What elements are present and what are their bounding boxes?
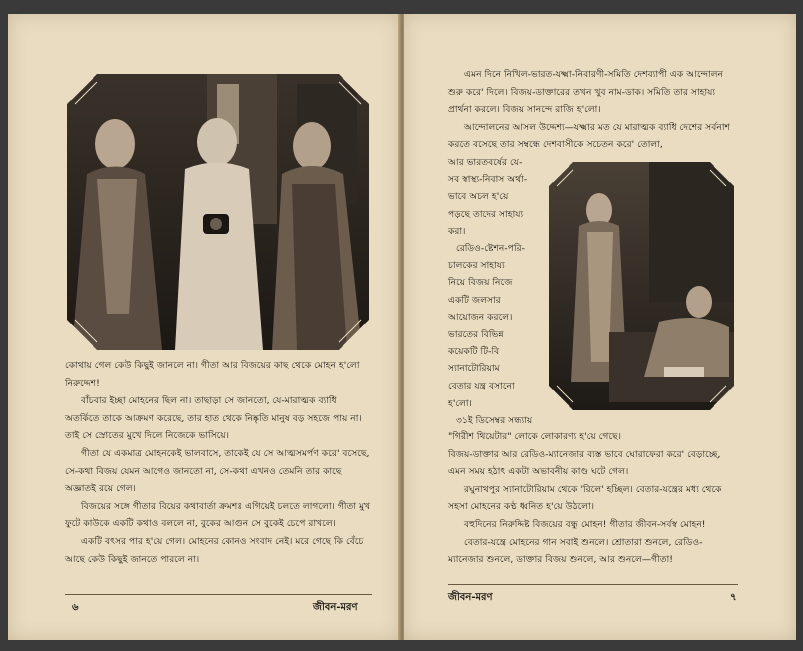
wrap-line: ভাবে অচল হ'য়ে [448, 191, 509, 203]
right-page-photo [549, 162, 734, 410]
right-photo-image [549, 162, 734, 410]
right-paragraph-7: বেতার-যন্ত্রে মোহনের গান সবাই শুনলে। শ্রোতারা শুনলে, রেডিও-ম্যানেজার শুনলে, ডাক্তার বিজয় শুনলে, আর শুনলে—গীতা! [448, 536, 703, 566]
right-footer-rule [448, 584, 738, 585]
right-paragraph-4: বিজয়-ডাক্তার আর রেডিও-ম্যানেজার ব্যস্ত ভাবে ঘোরাফেরা করে' বেড়াচ্ছে, এমন সময় হঠাৎ একটা অভাবনীয় কাণ্ড ঘটে গেল। [448, 448, 721, 478]
right-page-wrap-text [448, 154, 548, 429]
wrap-line: চালকের সাহায্য [448, 260, 505, 272]
right-paragraph-3: "গিরীশ থিয়েটার" লোকে লোকারণ্য হ'য়ে গেছে। [448, 431, 621, 442]
wrap-line: হ'লো। [448, 397, 472, 409]
wrap-line: করা। [448, 225, 466, 237]
right-page-bottom-text [448, 428, 738, 569]
wrap-line: রেডিও-ষ্টেশন-পরি- [456, 243, 525, 255]
left-page-photo [67, 74, 369, 350]
right-paragraph-6: বহুদিনের নিরুদ্দিষ্ট বিজয়ের বন্ধু মোহন! গীতার জীবন-সর্বস্ব মোহন! [464, 518, 706, 530]
left-paragraph-2: বাঁচবার ইচ্ছা মোহনের ছিল না। তাছাড়া সে জানতো, যে-মারাত্মক ব্যাধি অতর্কিতে তাকে আক্রমণ করেছে, তার হাত থেকে নিষ্কৃতি মানুষ বড় সহজে পায় না। তাই সে স্রোতের মুখে দিলে নিজেকে ভাসিয়ে। [65, 395, 362, 442]
wrap-line: নিয়ে বিজয় নিজে [448, 277, 513, 289]
wrap-line: একটি জলসার [448, 294, 501, 306]
right-page-top-text [448, 66, 738, 154]
left-paragraph-4: বিজয়ের সঙ্গে গীতার বিয়ের কথাবার্তা ক্রমশঃ এগিয়েই চলতে লাগলো। গীতা মুখ ফুটে কাউকে একটি কথাও বললে না, বুকের আগুন সে বুকেই চেপে রাখলে। [65, 500, 371, 530]
wrap-line: সব স্বাস্থ্য-নিবাস অর্থা- [448, 174, 528, 186]
wrap-line: স্যানাটোরিয়াম [448, 363, 500, 375]
left-paragraph-1: কোথায় গেল কেউ কিছুই জানলে না। গীতা আর বিজয়ের কাছ থেকে মোহন হ'লো নিরুদ্দেশ! [65, 360, 360, 389]
wrap-line: আয়োজন করলে। [448, 311, 513, 323]
right-page [404, 14, 796, 640]
wrap-line: পড়ছে তাদের সাহায্য [448, 208, 524, 220]
right-paragraph-5: রঘুনাথপুর স্যানাটোরিয়াম থেকে 'রিলে' হচ্ছিল। বেতার-যন্ত্রের মধ্য থেকে সহসা মোহনের কণ্ঠ ধ্বনিত হ'য়ে উঠলো। [448, 483, 722, 513]
left-page-number: ৬ [72, 602, 79, 613]
left-paragraph-5: একটি বৎসর পার হ'য়ে গেল। মোহনের কোনও সংবাদ নেই। মরে গেছে কি বেঁচে আছে কেউ কিছুই জানতে পারলে না। [65, 535, 364, 565]
left-page-text [65, 357, 372, 568]
left-footer-rule [65, 594, 372, 595]
wrap-line: ভারতের বিভিন্ন [448, 329, 504, 341]
right-footer-title: জীবন-মরণ [448, 592, 493, 603]
wrap-line: ৩১ই ডিসেম্বর সন্ধ্যায় [456, 415, 533, 427]
left-photo-image [67, 74, 369, 350]
wrap-line: আর ভারতবর্ষের যে- [448, 157, 523, 168]
right-page-number: ৭ [730, 592, 737, 603]
right-paragraph-2: আন্দোলনের আসল উদ্দেশ্য—যক্ষ্মার মত যে মারাত্মক ব্যাধি দেশের সর্বনাশ করতে বসেছে তার সম্বন্ধে দেশবাসীকে সচেতন করে' তোলা, [448, 121, 730, 151]
wrap-line: বেতার যন্ত্র বসানো [448, 380, 515, 392]
wrap-line: কয়েকটি টি-বি [448, 346, 500, 358]
left-footer-title: জীবন-মরণ [313, 602, 358, 613]
left-paragraph-3: গীতা যে একমাত্র মোহনকেই ভালবাসে, তাকেই যে সে আত্মসমর্পণ করে' বসেছে, সে-কথা বিজয় যেমন আগেও জানতো না, সে-কথা এখনও তেমনি তার কাছে অজ্ঞাতই রয়ে গেল। [65, 447, 370, 495]
left-page [8, 14, 400, 640]
right-paragraph-1: এমন দিনে নিখিল-ভারত-যক্ষ্মা-নিবারণী-সমিতি দেশব্যাপী এক আন্দোলন শুরু করে' দিলে। বিজয়-ডাক্তারের তখন খুব নাম-ডাক। সমিতি তার সাহায্য প্রার্থনা করলে। বিজয় সানন্দে রাজি হ'লো। [448, 69, 724, 116]
